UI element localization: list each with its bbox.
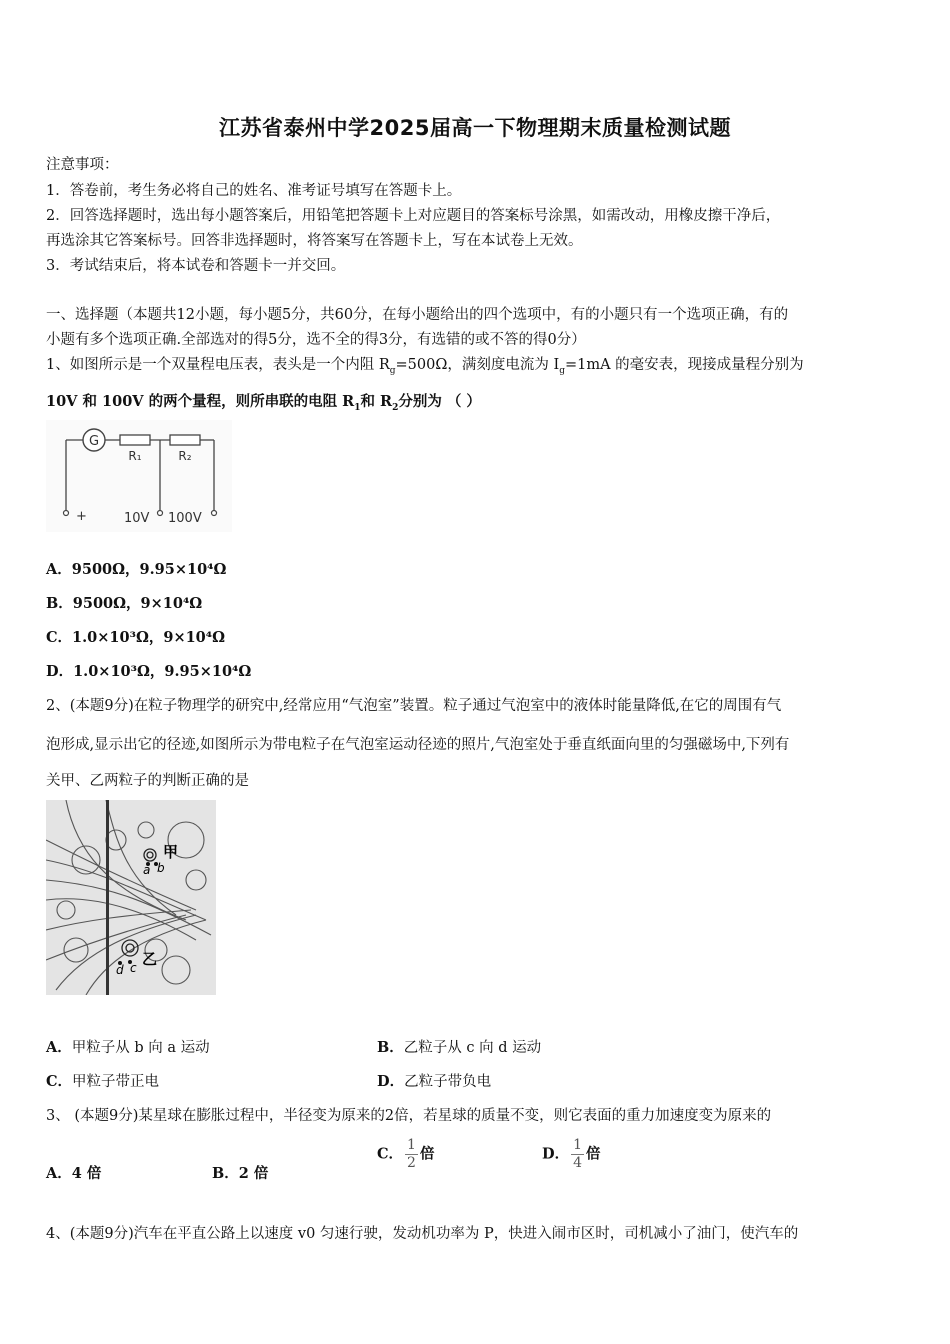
point-d-label: d — [116, 963, 124, 977]
q3-option-a[interactable]: A．4 倍 — [46, 1165, 102, 1182]
q3-stem: 3、 (本题9分)某星球在膨胀过程中，半径变为原来的2倍，若星球的质量不变，则它表面的重力加速度变为原来的 — [46, 1108, 772, 1124]
q4-stem: 4、(本题9分)汽车在平直公路上以速度 v0 匀速行驶，发动机功率为 P，快进入闹市区时，司机减小了油门，使汽车的 — [46, 1226, 799, 1242]
point-c-label: c — [130, 961, 137, 975]
g-label: G — [88, 434, 100, 449]
q2-stem-line2: 泡形成,显示出它的径迹,如图所示为带电粒子在气泡室运动径迹的照片,气泡室处于垂直纸面向里的匀强磁场中,下列有 — [46, 737, 790, 753]
q2-option-b[interactable]: B．乙粒子从 c 向 d 运动 — [377, 1039, 542, 1056]
q1-stem-line2: 10V 和 100V 的两个量程，则所串联的电阻 $R_1$和 $R_2$分别为 （ ） — [46, 393, 481, 413]
notice-item: 2．回答选择题时，选出每小题答案后，用铅笔把答题卡上对应题目的答案标号涂黑，如需改动，用橡皮擦干净后， — [46, 208, 781, 224]
point-a-label: a — [143, 863, 151, 877]
q2-option-a[interactable]: A．甲粒子从 b 向 a 运动 — [46, 1039, 210, 1056]
terminal-plus — [64, 511, 69, 516]
10v-label: 10V — [124, 511, 150, 526]
r1-label: R₁ — [128, 449, 142, 463]
terminal-10v — [158, 511, 163, 516]
q3-option-b[interactable]: B．2 倍 — [212, 1165, 269, 1182]
notice-item: 再选涂其它答案标号。回答非选择题时，将答案写在答题卡上，写在本试卷上无效。 — [46, 233, 583, 249]
q2-stem-line3: 关甲、乙两粒子的判断正确的是 — [46, 773, 249, 789]
jia-label: 甲 — [163, 843, 179, 861]
q2-option-d[interactable]: D．乙粒子带负电 — [377, 1073, 492, 1090]
notice-heading: 注意事项： — [46, 157, 119, 173]
yi-label: 乙 — [142, 950, 158, 968]
section-intro: 一、选择题（本题共12小题，每小题5分，共60分，在每小题给出的四个选项中，有的小题只有一个选项正确，有的 — [46, 307, 789, 323]
q2-stem-line1: 2、(本题9分)在粒子物理学的研究中,经常应用“气泡室”装置。粒子通过气泡室中的液体时能量降低,在它的周围有气 — [46, 698, 782, 714]
point-b-label: b — [157, 861, 165, 875]
q1-option-d[interactable]: D．1.0×10³Ω，9.95×10⁴Ω — [46, 663, 252, 680]
terminal-100v — [212, 511, 217, 516]
r2-label: R₂ — [178, 449, 192, 463]
q1-stem-line1: 1、如图所示是一个双量程电压表，表头是一个内阻 $R_g=500\Omega$，满刻度电流为 $I_g=1mA$ 的毫安表，现接成量程分别为 — [46, 357, 804, 376]
fraction-one-quarter: $\frac{1}{4}$ — [573, 1137, 582, 1171]
fraction-one-half: $\frac{1}{2}$ — [407, 1137, 416, 1171]
notice-item: 1．答卷前，考生务必将自己的姓名、准考证号填写在答题卡上。 — [46, 183, 462, 199]
100v-label: 100V — [168, 511, 202, 526]
q1-option-a[interactable]: A．9500Ω，9.95×10⁴Ω — [46, 561, 227, 578]
plus-label: + — [76, 509, 87, 524]
voltmeter-circuit-figure — [46, 420, 232, 532]
q3-option-d[interactable]: D． $\frac{1}{4}$ 倍 — [542, 1137, 601, 1171]
q3-option-c[interactable]: C． $\frac{1}{2}$ 倍 — [377, 1137, 435, 1171]
q1-option-b[interactable]: B．9500Ω，9×10⁴Ω — [46, 595, 203, 612]
resistor-r1 — [120, 435, 150, 445]
q2-option-c[interactable]: C．甲粒子带正电 — [46, 1073, 160, 1090]
page-title: 江苏省泰州中学2025届高一下物理期末质量检测试题 — [219, 116, 731, 140]
bubble-chamber-photo — [46, 800, 216, 995]
resistor-r2 — [170, 435, 200, 445]
notice-item: 3．考试结束后，将本试卷和答题卡一并交回。 — [46, 258, 346, 274]
q1-option-c[interactable]: C．1.0×10³Ω，9×10⁴Ω — [46, 629, 226, 646]
section-intro: 小题有多个选项正确.全部选对的得5分，选不全的得3分，有选错的或不答的得0分） — [46, 332, 586, 348]
